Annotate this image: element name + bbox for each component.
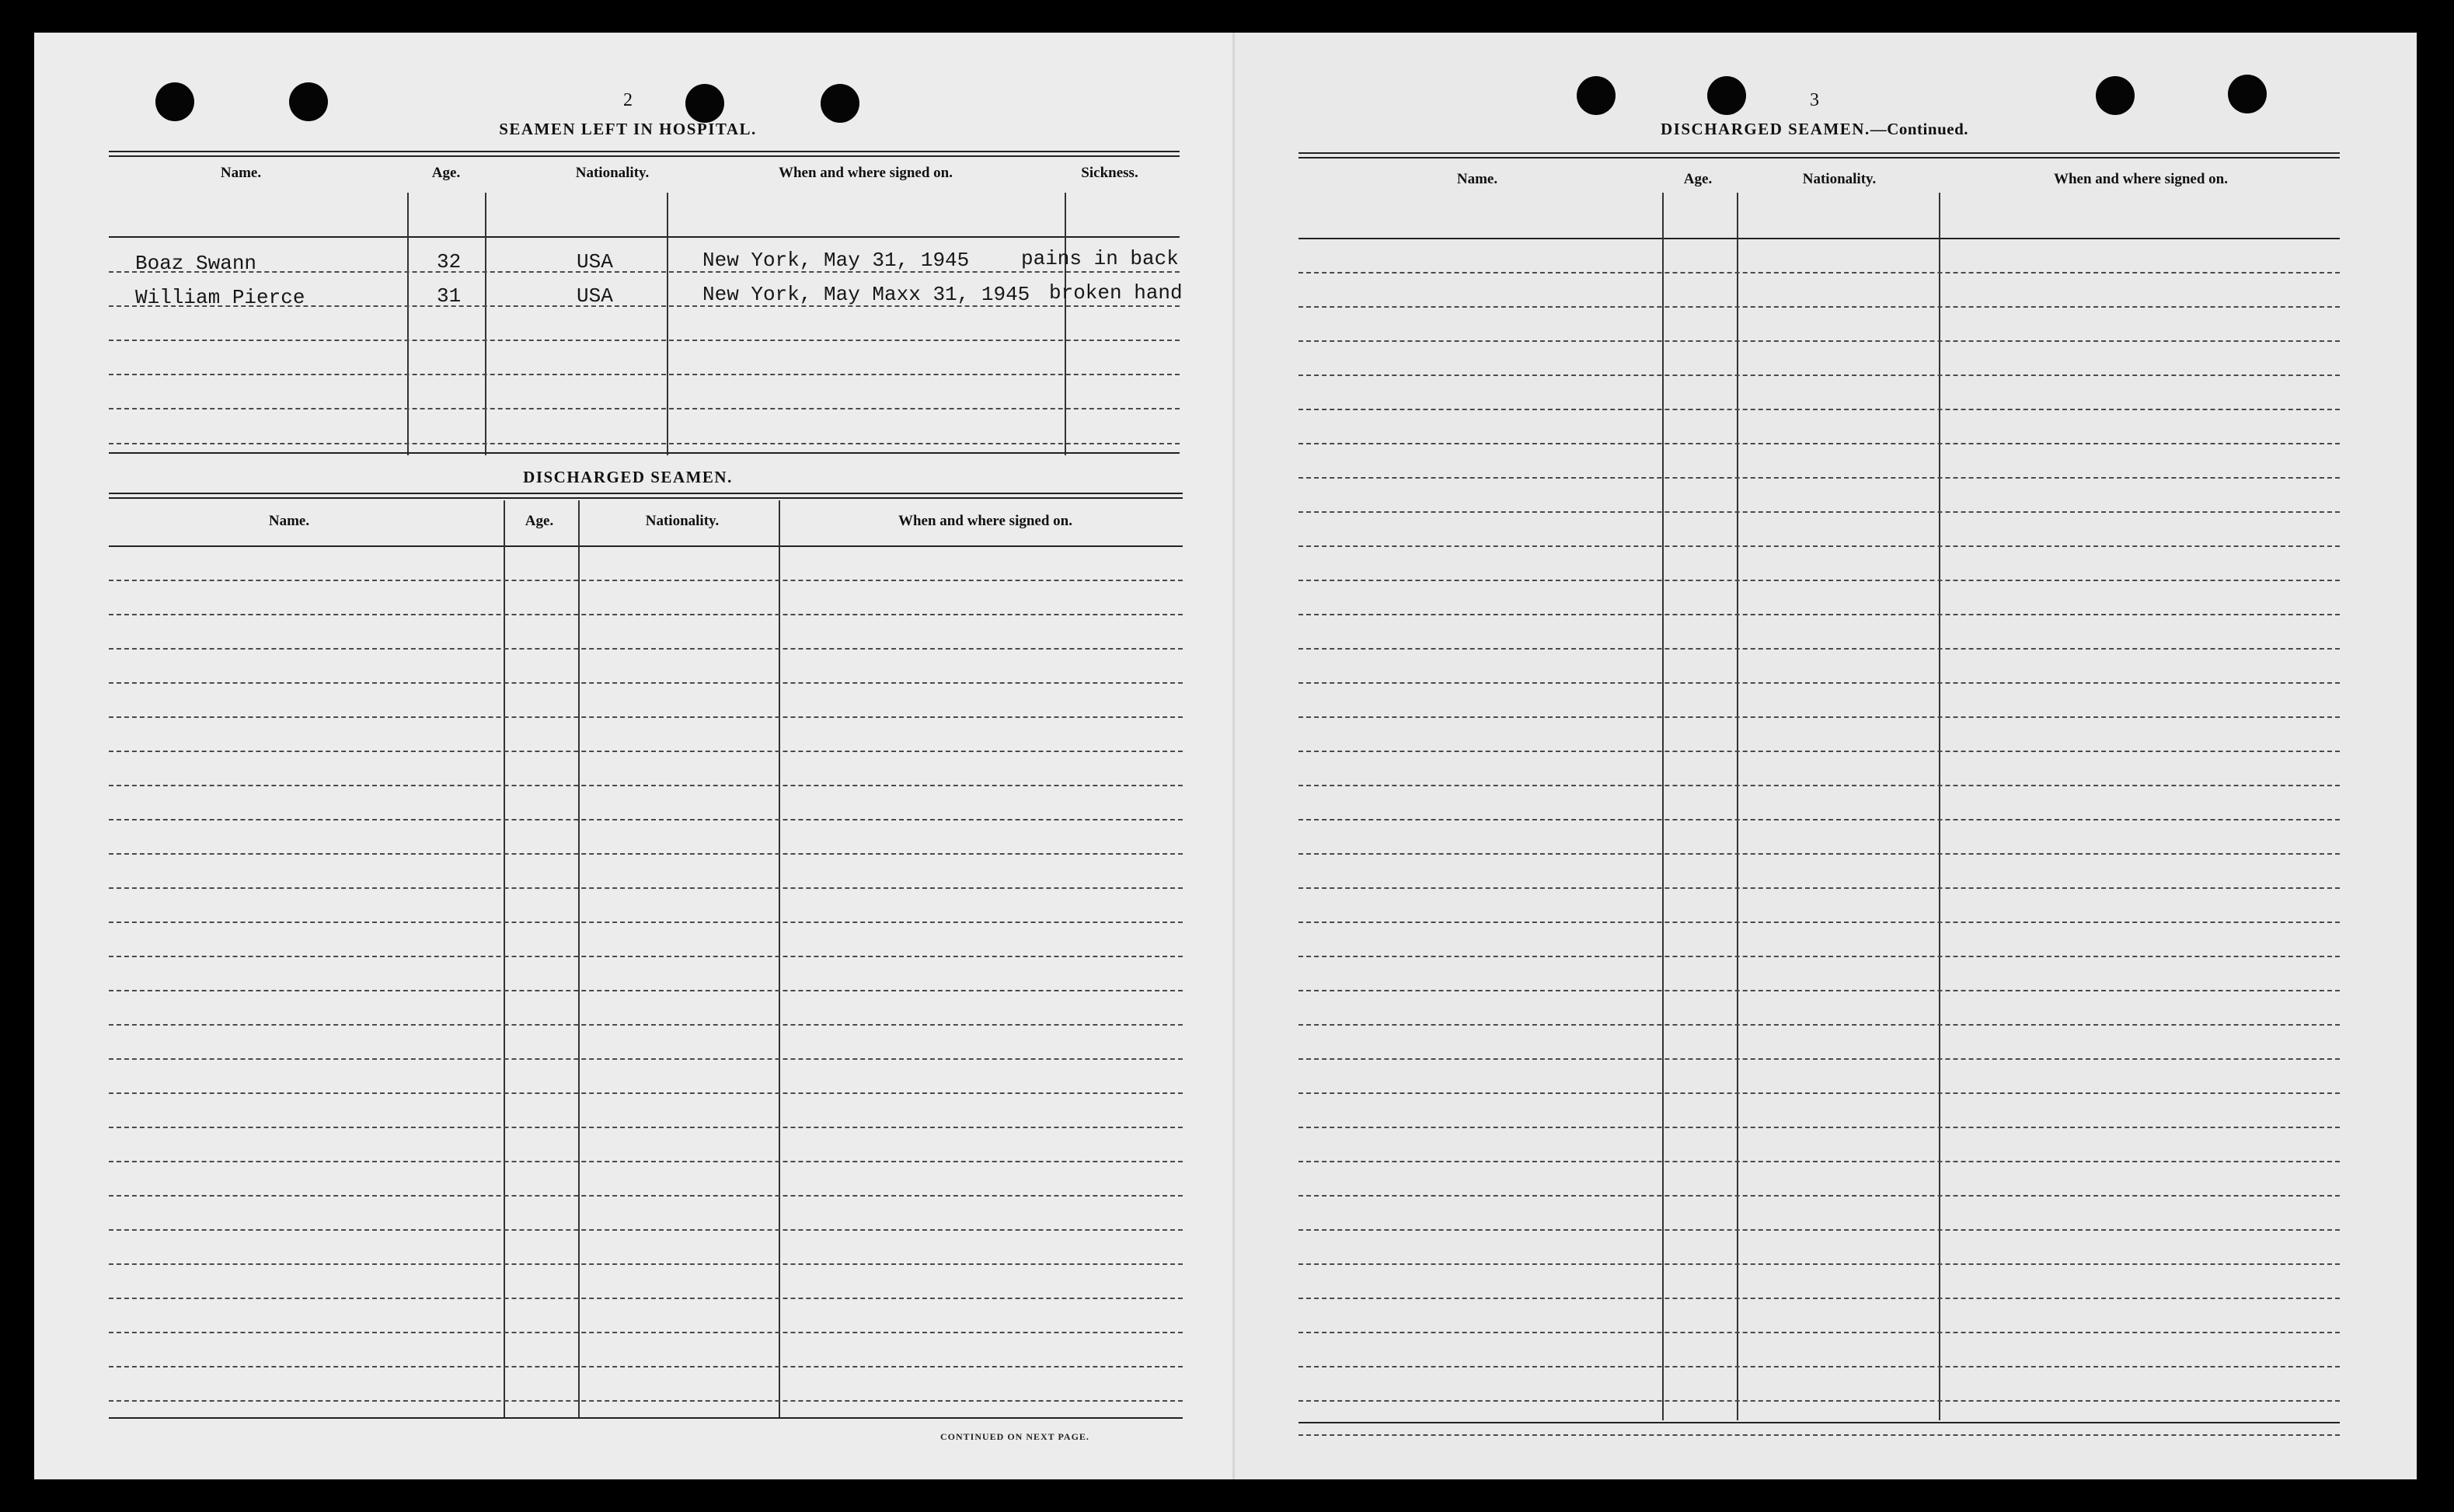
punch-hole <box>685 84 724 123</box>
ruled-line <box>109 716 1183 718</box>
discharged-table-left <box>109 493 1183 1428</box>
column-header-age: Age. <box>525 513 554 529</box>
ruled-line <box>109 1195 1183 1197</box>
punch-hole <box>1707 76 1746 115</box>
punch-hole <box>821 84 859 123</box>
ruled-line <box>109 1400 1183 1402</box>
ruled-line <box>1298 682 2340 684</box>
ruled-line <box>1298 545 2340 547</box>
ruled-line <box>1298 648 2340 650</box>
ruled-line <box>1298 511 2340 513</box>
ruled-line <box>1298 716 2340 718</box>
ruled-line <box>109 751 1183 752</box>
ruled-line <box>1298 853 2340 855</box>
section-title-hospital: SEAMEN LEFT IN HOSPITAL. <box>499 120 757 138</box>
ruled-line <box>109 819 1183 820</box>
ruled-line <box>1298 1263 2340 1265</box>
section-title-suffix: —Continued. <box>1870 120 1968 138</box>
page-number: 2 <box>623 90 633 110</box>
ruled-line <box>109 1058 1183 1060</box>
ruled-line <box>1298 921 2340 923</box>
section-title-main: DISCHARGED SEAMEN. <box>1661 120 1870 138</box>
ruled-line <box>1298 340 2340 342</box>
table-cell-sickness: broken hand <box>1049 281 1183 305</box>
section-title-discharged-continued <box>1661 120 1968 139</box>
ruled-line <box>109 956 1183 957</box>
punch-hole <box>289 82 328 121</box>
ruled-line <box>109 1161 1183 1162</box>
ruled-line <box>1298 1195 2340 1197</box>
punch-hole <box>155 82 194 121</box>
ruled-line <box>1298 580 2340 581</box>
table-cell-age: 31 <box>437 284 462 308</box>
ruled-line <box>109 785 1183 786</box>
table-cell-name: William Pierce <box>135 286 305 309</box>
ruled-line <box>1298 1161 2340 1162</box>
ruled-line <box>1298 1298 2340 1299</box>
ruled-line <box>109 1229 1183 1231</box>
ruled-line <box>1298 819 2340 820</box>
ruled-line <box>1298 887 2340 889</box>
column-header-age: Age. <box>431 165 461 181</box>
section-title-discharged: DISCHARGED SEAMEN. <box>523 468 733 486</box>
ruled-line <box>109 990 1183 991</box>
ruled-line <box>109 682 1183 684</box>
discharged-table-right <box>1298 152 2340 1428</box>
ruled-line <box>1298 990 2340 991</box>
ruled-line <box>1298 443 2340 444</box>
ruled-line <box>1298 1434 2340 1436</box>
left-page <box>34 33 1235 1479</box>
column-header-nationality: Nationality. <box>575 165 650 181</box>
ruled-line <box>1298 272 2340 273</box>
ruled-line <box>1298 375 2340 376</box>
column-header-nationality: Nationality. <box>645 513 720 529</box>
column-header-signed-on: When and where signed on. <box>2053 171 2229 187</box>
column-header-age: Age. <box>1683 171 1713 187</box>
ruled-line <box>109 1092 1183 1094</box>
ruled-line <box>109 1127 1183 1128</box>
column-header-signed-on: When and where signed on. <box>898 513 1073 529</box>
ruled-line <box>1298 785 2340 786</box>
ruled-line <box>109 921 1183 923</box>
ruled-line <box>1298 1366 2340 1367</box>
continued-note: CONTINUED ON NEXT PAGE. <box>940 1431 1089 1442</box>
ruled-line <box>1298 956 2340 957</box>
ruled-line <box>1298 477 2340 479</box>
ruled-line <box>109 887 1183 889</box>
column-header-sickness: Sickness. <box>1081 165 1138 181</box>
table-bottom-rule <box>109 1417 1183 1419</box>
ruled-line <box>109 580 1183 581</box>
table-bottom-rule <box>1298 1422 2340 1423</box>
page-number: 3 <box>1810 90 1819 110</box>
ruled-line <box>1298 1332 2340 1333</box>
ruled-line <box>109 648 1183 650</box>
column-header-nationality: Nationality. <box>1802 171 1877 187</box>
ruled-line <box>109 1366 1183 1367</box>
table-cell-signed-on: New York, May 31, 1945 <box>702 249 970 272</box>
ruled-line <box>1298 306 2340 308</box>
hospital-table <box>109 151 1183 455</box>
column-header-name: Name. <box>1456 171 1498 187</box>
ruled-line <box>1298 1229 2340 1231</box>
punch-hole <box>2096 76 2135 115</box>
ruled-line <box>109 1332 1183 1333</box>
punch-hole <box>1577 76 1616 115</box>
table-cell-signed-on: New York, May Maxx 31, 1945 <box>702 283 1030 306</box>
table-cell-age: 32 <box>437 250 462 273</box>
ruled-line <box>1298 1058 2340 1060</box>
ruled-line <box>1298 614 2340 615</box>
table-cell-name: Boaz Swann <box>135 252 257 275</box>
ruled-line <box>1298 751 2340 752</box>
ruled-line <box>1298 409 2340 410</box>
ruled-line <box>109 614 1183 615</box>
table-cell-nationality: USA <box>577 284 613 308</box>
column-header-name: Name. <box>220 165 262 181</box>
column-header-signed-on: When and where signed on. <box>778 165 953 181</box>
table-cell-nationality: USA <box>577 250 613 273</box>
ruled-line <box>109 1024 1183 1026</box>
ruled-line <box>1298 1400 2340 1402</box>
ruled-line <box>109 1263 1183 1265</box>
column-header-name: Name. <box>268 513 310 529</box>
ruled-line <box>109 1298 1183 1299</box>
punch-hole <box>2228 75 2267 113</box>
ruled-line <box>1298 1127 2340 1128</box>
right-page <box>1235 33 2417 1479</box>
table-cell-sickness: pains in back <box>1021 247 1179 270</box>
ruled-line <box>109 853 1183 855</box>
ruled-line <box>1298 1092 2340 1094</box>
ruled-line <box>1298 1024 2340 1026</box>
